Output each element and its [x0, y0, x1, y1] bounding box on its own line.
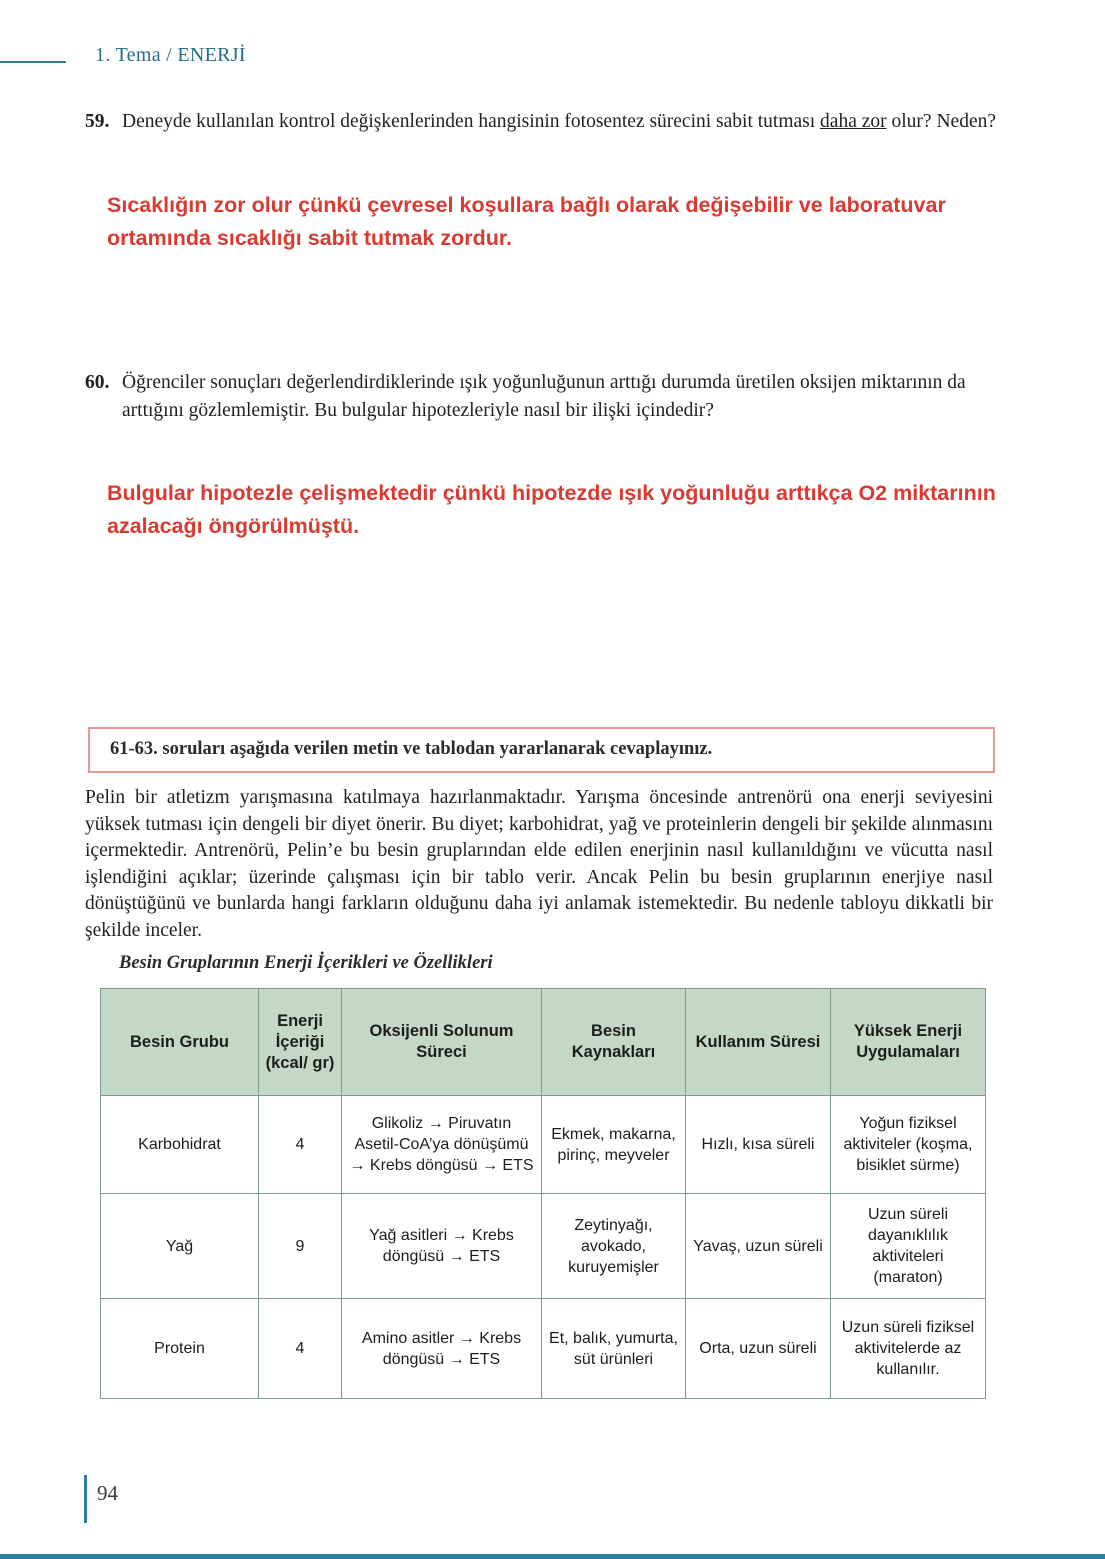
- question-59-text-part2: olur? Neden?: [886, 111, 997, 132]
- cell-karbohidrat-kaynak: Ekmek, makarna, pirinç, meyveler: [542, 1096, 686, 1194]
- table-row-karbohidrat: [101, 1096, 986, 1194]
- col-header-besin-grubu: Besin Grubu: [101, 989, 259, 1096]
- cell-yag-grup: Yağ: [101, 1194, 259, 1299]
- page-number: 94: [97, 1481, 118, 1505]
- instruction-box: [88, 727, 995, 773]
- cell-yag-uygulama: Uzun süreli dayanıklılık aktiviteleri (maraton): [831, 1194, 986, 1299]
- cell-karbohidrat-grup: Karbohidrat: [101, 1096, 259, 1194]
- question-59-number: 59.: [85, 111, 110, 132]
- header-rule: [0, 61, 66, 63]
- question-59-underlined-phrase: daha zor: [820, 111, 887, 132]
- question-60-text: Öğrenciler sonuçları değerlendirdiklerinde ışık yoğunluğunun arttığı durumda üretilen oksijen miktarının da arttığını gözlemlemiştir. Bu bulgular hipotezleriyle nasıl bir ilişki içindedir?: [122, 372, 966, 421]
- question-60: [85, 369, 1015, 425]
- question-59: [85, 108, 1015, 136]
- cell-protein-uygulama: Uzun süreli fiziksel aktivitelerde az kullanılır.: [831, 1299, 986, 1399]
- col-header-enerji-icerigi: Enerji İçeriği (kcal/ gr): [259, 989, 342, 1096]
- table-header-row: [101, 989, 986, 1096]
- cell-karbohidrat-sure: Hızlı, kısa süreli: [686, 1096, 831, 1194]
- cell-protein-sure: Orta, uzun süreli: [686, 1299, 831, 1399]
- col-header-besin-kaynaklari: Besin Kaynakları: [542, 989, 686, 1096]
- passage-text: Pelin bir atletizm yarışmasına katılmaya hazırlanmaktadır. Yarışma öncesinde antrenörü ona enerji seviyesini yüksek tutması için dengeli bir diyet önerir. Bu diyet; karbohidrat, yağ ve proteinlerin dengeli bir şekilde alınmasını içermektedir. Antrenörü, Pelin’e bu besin gruplarından elde edilen enerjinin nasıl kullanıldığını ve vücutta nasıl işlendiğini açıklar; üzerinde çalışması için bir tablo verir. Ancak Pelin bu besin gruplarının enerjiye nasıl dönüştüğünü ve bunlarda hangi farkların olduğunu daha iyi anlamak istemektedir. Bu nedenle tabloyu dikkatli bir şekilde inceler.: [85, 787, 993, 941]
- cell-karbohidrat-kcal: 4: [259, 1096, 342, 1194]
- answer-59-handwritten: Sıcaklığın zor olur çünkü çevresel koşullara bağlı olarak değişebilir ve laboratuvar ortamında sıcaklığı sabit tutmak zordur.: [107, 193, 946, 250]
- table-title: Besin Gruplarının Enerji İçerikleri ve Özellikleri: [119, 953, 493, 973]
- table-row-yag: [101, 1194, 986, 1299]
- cell-karbohidrat-surec: Glikoliz → Piruvatın Asetil-CoA’ya dönüşümü → Krebs döngüsü → ETS: [342, 1096, 542, 1194]
- answer-60-handwritten: Bulgular hipotezle çelişmektedir çünkü hipotezde ışık yoğunluğu arttıkça O2 miktarının azalacağı öngörülmüştü.: [107, 481, 996, 538]
- page-header: 1. Tema / ENERJİ: [95, 44, 246, 66]
- cell-protein-kaynak: Et, balık, yumurta, süt ürünleri: [542, 1299, 686, 1399]
- col-header-oksijenli-solunum: Oksijenli Solunum Süreci: [342, 989, 542, 1096]
- cell-yag-surec: Yağ asitleri → Krebs döngüsü → ETS: [342, 1194, 542, 1299]
- col-header-kullanim-suresi: Kullanım Süresi: [686, 989, 831, 1096]
- cell-protein-kcal: 4: [259, 1299, 342, 1399]
- table-row-protein: [101, 1299, 986, 1399]
- question-59-text-part1: Deneyde kullanılan kontrol değişkenlerinden hangisinin fotosentez sürecini sabit tutması: [122, 111, 821, 132]
- instruction-box-text: 61-63. soruları aşağıda verilen metin ve tablodan yararlanarak cevaplayınız.: [110, 739, 713, 759]
- cell-karbohidrat-uygulama: Yoğun fiziksel aktiviteler (koşma, bisiklet sürme): [831, 1096, 986, 1194]
- cell-yag-kaynak: Zeytinyağı, avokado, kuruyemişler: [542, 1194, 686, 1299]
- col-header-yuksek-enerji: Yüksek Enerji Uygulamaları: [831, 989, 986, 1096]
- food-groups-table: [100, 988, 986, 1399]
- bottom-accent-bar: [0, 1554, 1105, 1559]
- cell-protein-surec: Amino asitler → Krebs döngüsü → ETS: [342, 1299, 542, 1399]
- question-60-number: 60.: [85, 372, 110, 393]
- cell-yag-kcal: 9: [259, 1194, 342, 1299]
- cell-yag-sure: Yavaş, uzun süreli: [686, 1194, 831, 1299]
- cell-protein-grup: Protein: [101, 1299, 259, 1399]
- page-number-rule: [84, 1475, 87, 1523]
